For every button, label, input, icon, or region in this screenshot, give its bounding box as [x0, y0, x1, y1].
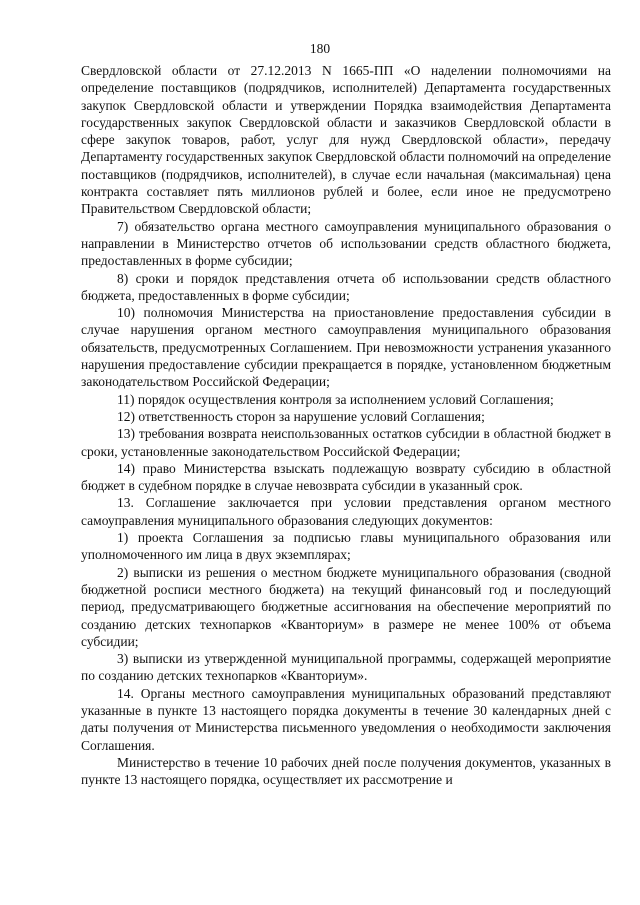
- paragraph-item-14: 14) право Министерства взыскать подлежащую возврату субсидию в областной бюджет в судебном порядке в случае невозврата субсидии в указанный срок.: [81, 460, 611, 494]
- paragraph-item-11: 11) порядок осуществления контроля за исполнением условий Соглашения;: [117, 391, 554, 407]
- paragraph-continuation: Свердловской области от 27.12.2013 N 1665-ПП «О наделении полномочиями на определение поставщиков (подрядчиков, исполнителей) Департамента государственных закупок Свердловской области и утверждении Порядка взаимодействия Департамента государственных закупок Свердловской области и заказчиков Свердловской области в сфере закупок товаров, работ, услуг для нужд Свердловской области», передачу Департаменту государственных закупок Свердловской области полномочий на определение поставщиков (подрядчиков, исполнителей), в случае если начальная (максимальная) цена контракта составляет пять миллионов рублей и более, если иное не предусмотрено Правительством Свердловской области;: [81, 63, 611, 217]
- document-body: [81, 62, 611, 788]
- paragraph-section-14: 14. Органы местного самоуправления муниципальных образований представляют указанные в пункте 13 настоящего порядка документы в течение 30 календарных дней с даты получения от Министерства письменного уведомления о необходимости заключения Соглашения.: [81, 685, 611, 753]
- page-number: 180: [309, 41, 331, 56]
- paragraph-item-8: 8) сроки и порядок представления отчета об использовании средств областного бюджета, предоставленных в форме субсидии;: [81, 270, 611, 303]
- paragraph-ministry-review: Министерство в течение 10 рабочих дней после получения документов, указанных в пункте 13 настоящего порядка, осуществляет их рассмотрение и: [81, 754, 611, 788]
- paragraph-section-13: 13. Соглашение заключается при условии представления органом местного самоуправления муниципального образования следующих документов:: [81, 495, 611, 528]
- paragraph-doc-2: 2) выписки из решения о местном бюджете муниципального образования (сводной бюджетной росписи местного бюджета) на текущий финансовый год и последующий период, предусматривающего бюджетные ассигнования на обеспечение мероприятий по созданию детских технопарков «Кванториум» в размере не менее 100% от объема субсидии;: [81, 564, 611, 649]
- paragraph-doc-1: 1) проекта Соглашения за подписью главы муниципального образования или уполномоченного им лица в двух экземплярах;: [81, 530, 611, 563]
- paragraph-item-13: 13) требования возврата неиспользованных остатков субсидии в областной бюджет в сроки, установленные законодательством Российской Федерации;: [81, 426, 611, 459]
- paragraph-item-7: 7) обязательство органа местного самоуправления муниципального образования о направлении в Министерство отчетов об использовании средств областного бюджета, предоставленных в форме субсидии;: [81, 218, 611, 269]
- paragraph-item-12: 12) ответственность сторон за нарушение условий Соглашения;: [117, 408, 485, 424]
- paragraph-item-10: 10) полномочия Министерства на приостановление предоставления субсидии в случае нарушения органом местного самоуправления муниципального образования обязательств, предусмотренных Соглашением. При невозможности устранения указанного нарушения предоставление субсидии прекращается в порядке, установленном бюджетным законодательством Российской Федерации;: [81, 305, 611, 390]
- paragraph-doc-3: 3) выписки из утвержденной муниципальной программы, содержащей мероприятие по созданию детских технопарков «Кванториум».: [81, 651, 611, 684]
